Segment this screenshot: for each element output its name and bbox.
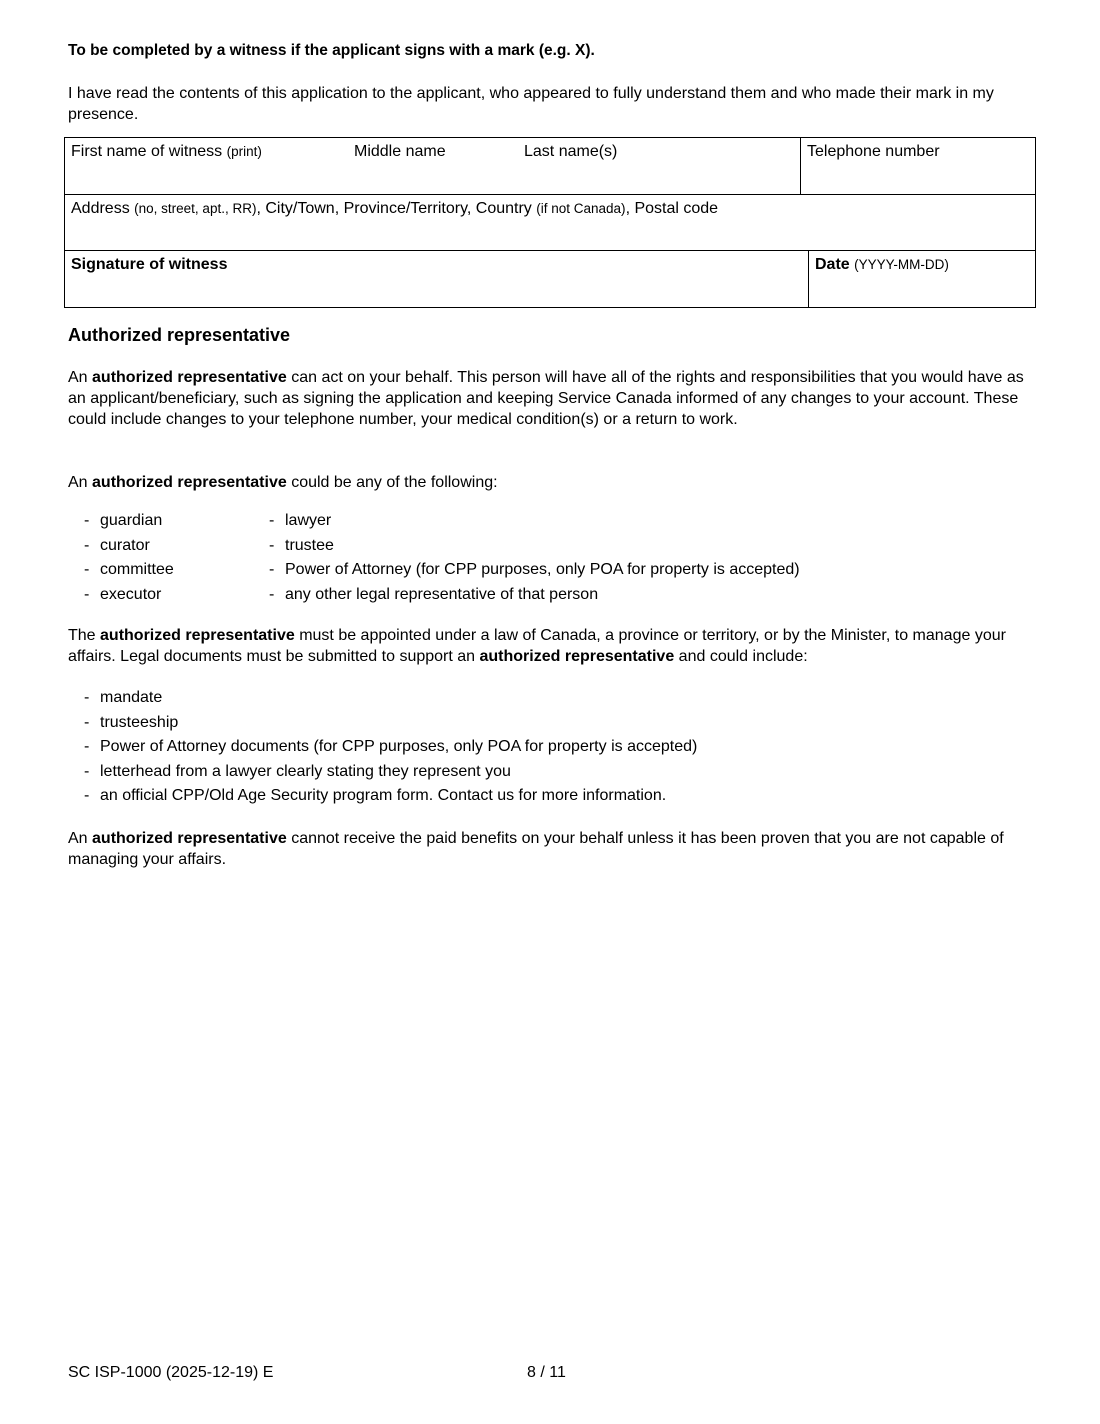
witness-section-heading: To be completed by a witness if the applicant signs with a mark (e.g. X). (68, 42, 595, 59)
list-item: - letterhead from a lawyer clearly stating they represent you (84, 762, 511, 780)
list-item: - curator (84, 536, 150, 554)
list-item: - trusteeship (84, 713, 179, 731)
representative-types-left (84, 509, 174, 607)
list-item: - Power of Attorney documents (for CPP purposes, only POA for property is accepted) (84, 738, 698, 755)
list-item: - lawyer (269, 512, 332, 529)
date-divider (808, 251, 809, 308)
middle-name-label: Middle name (354, 143, 446, 160)
last-name-label: Last name(s) (524, 143, 618, 160)
list-item: - mandate (84, 689, 163, 706)
list-item: - any other legal representative of that person (269, 585, 599, 603)
representative-types-right (269, 509, 800, 607)
list-item: - guardian (84, 512, 163, 529)
witness-info-table (64, 137, 1036, 308)
telephone-field[interactable] (805, 164, 1034, 192)
witness-name-row (65, 138, 1035, 195)
witness-signature-row (65, 251, 1035, 308)
witness-address-row (65, 195, 1035, 251)
first-name-label: First name of witness (print) (71, 143, 262, 160)
authorized-rep-description: An authorized representative can act on your behalf. This person will have all of the rights and responsibilities that you would have as an applicant/beneficiary, such as signing the application and keeping Service Canada informed of any changes to your account. These could include changes to your telephone number, your medical condition(s) or a return to work. (68, 369, 1024, 428)
date-label: Date (YYYY-MM-DD) (815, 256, 949, 273)
last-name-field[interactable] (522, 164, 801, 192)
list-item: - executor (84, 585, 162, 603)
middle-name-field[interactable] (352, 164, 521, 192)
telephone-divider (800, 138, 801, 194)
list-item: - Power of Attorney (for CPP purposes, only POA for property is accepted) (269, 561, 800, 578)
address-field[interactable] (69, 221, 1033, 249)
signature-label: Signature of witness (71, 256, 228, 273)
witness-statement: I have read the contents of this application to the applicant, who appeared to fully understand them and who made their mark in my presence. (68, 85, 994, 123)
first-name-field[interactable] (69, 164, 353, 192)
authorized-rep-list-intro: An authorized representative could be any of the following: (68, 474, 498, 491)
page-number: 8 / 11 (527, 1364, 566, 1381)
telephone-label: Telephone number (807, 143, 940, 160)
list-item: - trustee (269, 536, 334, 554)
signature-area[interactable] (69, 277, 804, 303)
form-identifier: SC ISP-1000 (2025-12-19) E (68, 1364, 274, 1381)
legal-documents-list (84, 686, 697, 809)
list-item: - committee (84, 561, 174, 578)
authorized-rep-appointment: The authorized representative must be appointed under a law of Canada, a province or territory, or by the Minister, to manage your affairs. Legal documents must be submitted to support an authorized representative and could include: (68, 627, 1006, 665)
address-label: Address (no, street, apt., RR), City/Town, Province/Territory, Country (if not Canada), Postal code (71, 200, 719, 217)
authorized-representative-heading: Authorized representative (68, 325, 291, 345)
date-field[interactable] (813, 277, 1032, 305)
authorized-rep-benefits-note: An authorized representative cannot receive the paid benefits on your behalf unless it has been proven that you are not capable of managing your affairs. (68, 830, 1004, 868)
list-item: - an official CPP/Old Age Security program form. Contact us for more information. (84, 787, 667, 804)
